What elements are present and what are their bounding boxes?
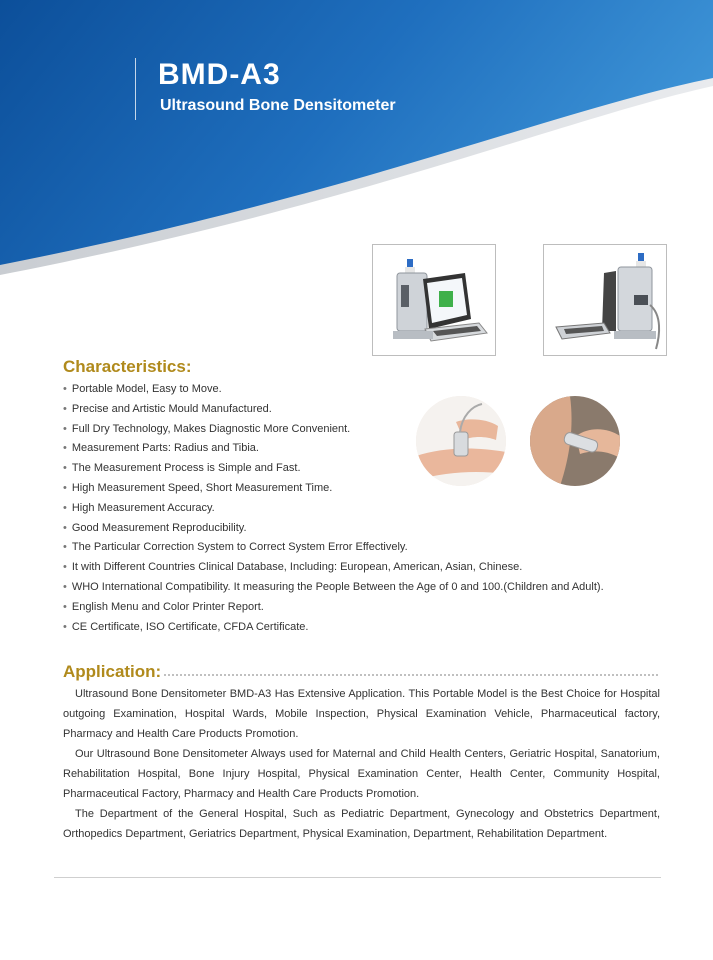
- application-heading: Application:: [63, 662, 162, 681]
- list-item: • Portable Model, Easy to Move.: [63, 380, 604, 400]
- list-item: • Precise and Artistic Mould Manufactured.: [63, 400, 604, 420]
- device-side-photo: [543, 244, 667, 356]
- application-paragraph: Ultrasound Bone Densitometer BMD-A3 Has Extensive Application. This Portable Model is the Best Choice for Hospital outgoing Examination, Hospital Wards, Mobile Inspection, Physical Examination Vehicle, Pharmaceutical factory, Pharmacy and Health Care Products Promotion.: [63, 688, 660, 740]
- list-item: • It with Different Countries Clinical Database, Including: European, American, Asian, Chinese.: [63, 558, 604, 578]
- list-item: • Measurement Parts: Radius and Tibia.: [63, 439, 604, 459]
- list-item: • The Particular Correction System to Correct System Error Effectively.: [63, 538, 604, 558]
- list-item: • English Menu and Color Printer Report.: [63, 598, 604, 618]
- title-divider: [135, 58, 136, 120]
- application-paragraph: The Department of the General Hospital, Such as Pediatric Department, Gynecology and Obstetrics Department, Orthopedics Department, Geriatrics Department, Physical Examination, Department, Rehabilitation Department.: [63, 808, 660, 840]
- list-item: • High Measurement Speed, Short Measurement Time.: [63, 479, 604, 499]
- list-item: • WHO International Compatibility. It measuring the People Between the Age of 0 and 100.(Children and Adult).: [63, 578, 604, 598]
- list-item: • Good Measurement Reproducibility.: [63, 519, 604, 539]
- list-item: • The Measurement Process is Simple and Fast.: [63, 459, 604, 479]
- device-front-photo: [372, 244, 496, 356]
- footer-divider: [54, 877, 661, 878]
- list-item: • CE Certificate, ISO Certificate, CFDA Certificate.: [63, 618, 604, 638]
- application-paragraph: Our Ultrasound Bone Densitometer Always used for Maternal and Child Health Centers, Geriatric Hospital, Sanatorium, Rehabilitation Hospital, Bone Injury Hospital, Physical Examination Center, Health Center, Community Hospital, Pharmaceutical Factory, Pharmacy and Health Care Products Promotion.: [63, 748, 660, 800]
- characteristics-heading: Characteristics:: [63, 357, 192, 376]
- list-item: • High Measurement Accuracy.: [63, 499, 604, 519]
- product-code: BMD-A3: [158, 58, 281, 91]
- product-name: Ultrasound Bone Densitometer: [160, 97, 396, 114]
- dotted-divider: [164, 674, 658, 676]
- characteristics-list: [63, 380, 604, 637]
- list-item: • Full Dry Technology, Makes Diagnostic More Convenient.: [63, 420, 604, 440]
